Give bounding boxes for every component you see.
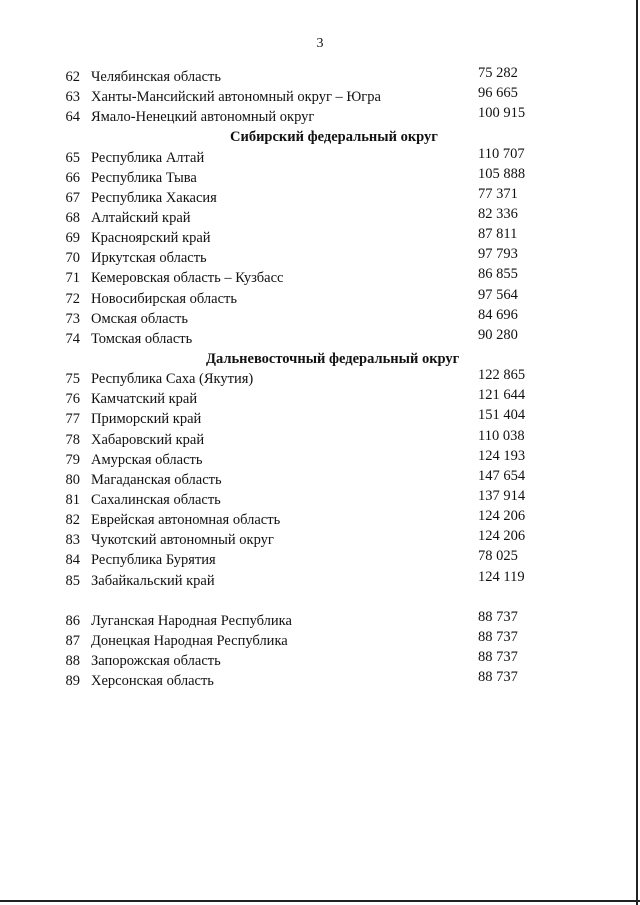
region-value: 90 280 [478, 326, 518, 343]
row-number: 75 [65, 371, 80, 388]
row-number: 64 [65, 109, 80, 126]
table-row [0, 671, 640, 691]
table-row [0, 107, 640, 127]
region-value: 110 707 [478, 145, 525, 162]
region-name: Чукотский автономный округ [91, 532, 274, 549]
region-name: Алтайский край [91, 209, 191, 226]
region-value: 122 865 [478, 367, 526, 384]
row-number: 63 [65, 89, 80, 106]
region-value: 97 564 [478, 286, 518, 303]
table-row [0, 369, 640, 389]
table-row [0, 145, 640, 168]
row-number: 79 [65, 451, 80, 468]
row-number: 87 [65, 632, 80, 649]
row-number: 80 [65, 471, 80, 488]
region-name: Магаданская область [91, 471, 222, 488]
table-row [0, 651, 640, 671]
region-table [0, 67, 640, 691]
region-name: Новосибирская область [91, 290, 237, 307]
row-number: 66 [65, 169, 80, 186]
region-value: 87 811 [478, 226, 518, 243]
region-value: 96 665 [478, 85, 518, 102]
region-name: Кемеровская область – Кузбасс [91, 270, 284, 287]
table-row [0, 510, 640, 530]
region-name: Ямало-Ненецкий автономный округ [91, 109, 315, 126]
section-heading-far-eastern [0, 349, 640, 369]
region-name: Республика Бурятия [91, 552, 216, 569]
region-name: Запорожская область [91, 653, 221, 670]
region-value: 137 914 [478, 487, 526, 504]
row-number: 89 [65, 673, 80, 690]
table-row [0, 389, 640, 409]
region-name: Челябинская область [91, 69, 221, 85]
table-row [0, 447, 640, 470]
row-number: 88 [65, 653, 80, 670]
region-name: Херсонская область [91, 673, 214, 690]
table-row [0, 326, 640, 349]
table-row [0, 185, 640, 208]
row-number: 71 [65, 270, 80, 287]
table-row [0, 427, 640, 450]
table-row [0, 467, 640, 490]
region-value: 124 119 [478, 568, 525, 585]
row-number: 69 [65, 230, 80, 247]
region-value: 151 404 [478, 407, 526, 424]
row-number: 62 [65, 69, 80, 85]
region-name: Ханты-Мансийский автономный округ – Югра [91, 89, 381, 106]
region-value: 124 193 [478, 447, 526, 464]
region-value: 88 737 [478, 649, 518, 666]
region-name: Республика Тыва [91, 169, 197, 186]
region-value: 147 654 [478, 467, 526, 484]
row-number: 78 [65, 431, 80, 448]
table-row [0, 248, 640, 268]
region-name: Республика Саха (Якутия) [91, 371, 254, 388]
table-row [0, 628, 640, 651]
row-number: 77 [65, 411, 80, 428]
table-row [0, 228, 640, 248]
region-value: 110 038 [478, 427, 525, 444]
region-name: Хабаровский край [91, 431, 205, 448]
region-name: Красноярский край [91, 230, 211, 247]
row-number: 65 [65, 149, 80, 166]
region-name: Амурская область [91, 451, 203, 468]
section-heading-siberian [0, 127, 640, 147]
region-name: Камчатский край [91, 391, 198, 408]
section-heading-text: Дальневосточный федеральный округ [206, 350, 460, 367]
region-name: Омская область [91, 310, 188, 327]
region-name: Республика Хакасия [91, 189, 217, 206]
region-name: Сахалинская область [91, 491, 221, 508]
row-number: 86 [65, 612, 80, 629]
region-value: 77 371 [478, 185, 518, 202]
region-name: Донецкая Народная Республика [91, 632, 288, 649]
region-value: 121 644 [478, 387, 526, 404]
row-number: 84 [65, 552, 80, 569]
row-number: 85 [65, 572, 80, 589]
region-value: 86 855 [478, 266, 518, 283]
row-number: 81 [65, 491, 80, 508]
region-name: Луганская Народная Республика [91, 612, 292, 629]
scan-edge-right [636, 0, 638, 905]
region-name: Еврейская автономная область [91, 512, 281, 529]
row-number: 74 [65, 330, 80, 347]
table-row [0, 568, 640, 591]
row-number: 72 [65, 290, 80, 307]
region-name: Томская область [91, 330, 193, 347]
table-row [0, 608, 640, 631]
region-name: Иркутская область [91, 250, 207, 267]
row-number: 70 [65, 250, 80, 267]
table-row [0, 268, 640, 288]
table-row [0, 530, 640, 550]
region-value: 88 737 [478, 628, 518, 645]
row-number: 73 [65, 310, 80, 327]
table-row [0, 67, 640, 87]
table-row [0, 487, 640, 510]
page-number: 3 [316, 36, 324, 51]
region-value: 124 206 [478, 508, 526, 525]
table-row [0, 286, 640, 309]
table-row [0, 306, 640, 329]
row-number: 68 [65, 209, 80, 226]
region-value: 97 793 [478, 246, 518, 263]
table-row [0, 87, 640, 107]
section-spacer [0, 591, 640, 611]
region-value: 75 282 [478, 65, 518, 81]
region-name: Приморский край [91, 411, 202, 428]
row-number: 76 [65, 391, 80, 408]
region-value: 100 915 [478, 105, 526, 122]
row-number: 67 [65, 189, 80, 206]
row-number: 82 [65, 512, 80, 529]
table-row [0, 205, 640, 228]
table-row [0, 409, 640, 429]
region-name: Республика Алтай [91, 149, 205, 166]
region-name: Забайкальский край [91, 572, 215, 589]
table-row [0, 165, 640, 188]
region-value: 124 206 [478, 528, 526, 545]
row-number: 83 [65, 532, 80, 549]
region-value: 82 336 [478, 205, 518, 222]
region-value: 88 737 [478, 669, 518, 686]
region-value: 105 888 [478, 165, 526, 182]
region-value: 88 737 [478, 608, 518, 625]
region-value: 78 025 [478, 548, 518, 565]
section-heading-text: Сибирский федеральный округ [230, 129, 438, 146]
region-value: 84 696 [478, 306, 518, 323]
scan-edge-bottom [0, 900, 640, 902]
table-row [0, 550, 640, 570]
